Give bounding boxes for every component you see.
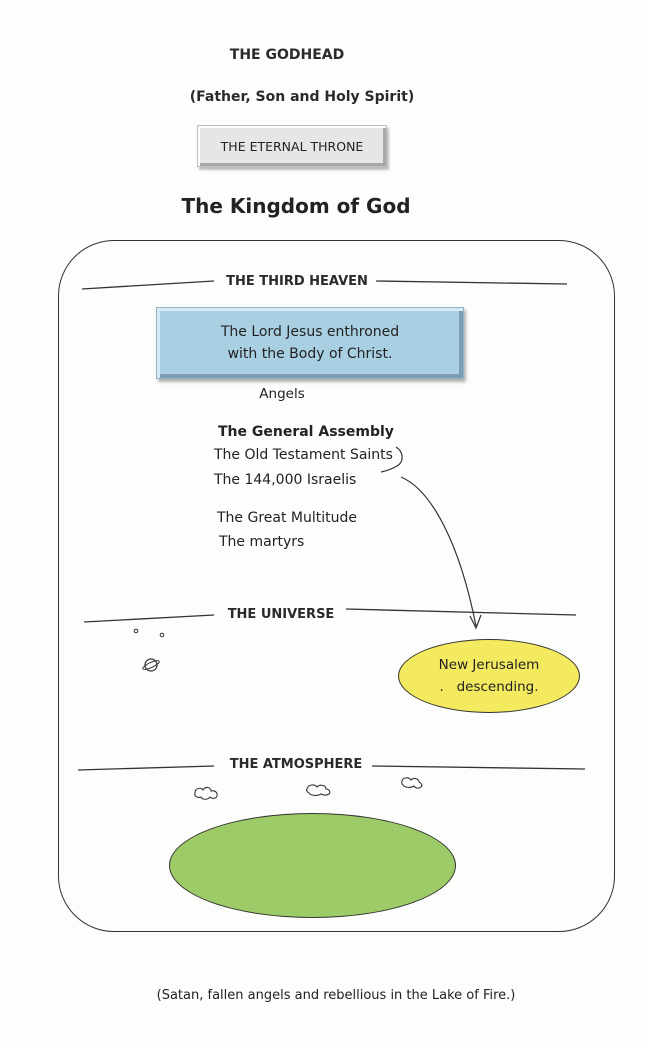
kingdom-title: The Kingdom of God [181,194,411,218]
atmosphere-label: THE ATMOSPHERE [224,757,369,772]
third-heaven-divider-left [82,281,214,289]
cloud-icon [195,787,217,799]
universe-label: THE UNIVERSE [222,607,341,622]
star-dot [134,629,138,633]
jerusalem-line-1: New Jerusalem [438,657,540,673]
atmosphere-divider-right [372,766,585,769]
assembly-item-israelis: The 144,000 Israelis [214,472,357,488]
jesus-line-2: with the Body of Christ. [227,346,393,362]
general-assembly-heading: The General Assembly [218,424,394,440]
great-multitude-label: The Great Multitude [217,510,357,526]
godhead-subtitle: (Father, Son and Holy Spirit) [189,89,415,105]
third-heaven-divider-right [376,281,567,284]
jerusalem-line-2: . descending. [439,679,539,695]
martyrs-label: The martyrs [219,534,305,550]
eternal-throne-label: THE ETERNAL THRONE [220,138,364,154]
cloud-icon [402,778,422,788]
lake-of-fire-note: (Satan, fallen angels and rebellious in the Lake of Fire.) [156,988,516,1003]
third-heaven-label: THE THIRD HEAVEN [220,274,374,289]
atmosphere-divider-left [78,766,214,770]
jesus-enthroned-box [156,307,464,379]
new-jerusalem-oval [398,639,580,713]
cloud-icon [307,785,330,795]
universe-divider-right [346,609,576,615]
descending-arrow [401,477,476,626]
star-dot [160,633,164,637]
jesus-line-1: The Lord Jesus enthroned [220,324,400,340]
angels-label: Angels [259,386,305,402]
godhead-title: THE GODHEAD [229,47,345,63]
lake-of-fire-oval [169,813,456,918]
universe-divider-left [84,615,214,622]
assembly-item-saints: The Old Testament Saints [214,447,393,463]
